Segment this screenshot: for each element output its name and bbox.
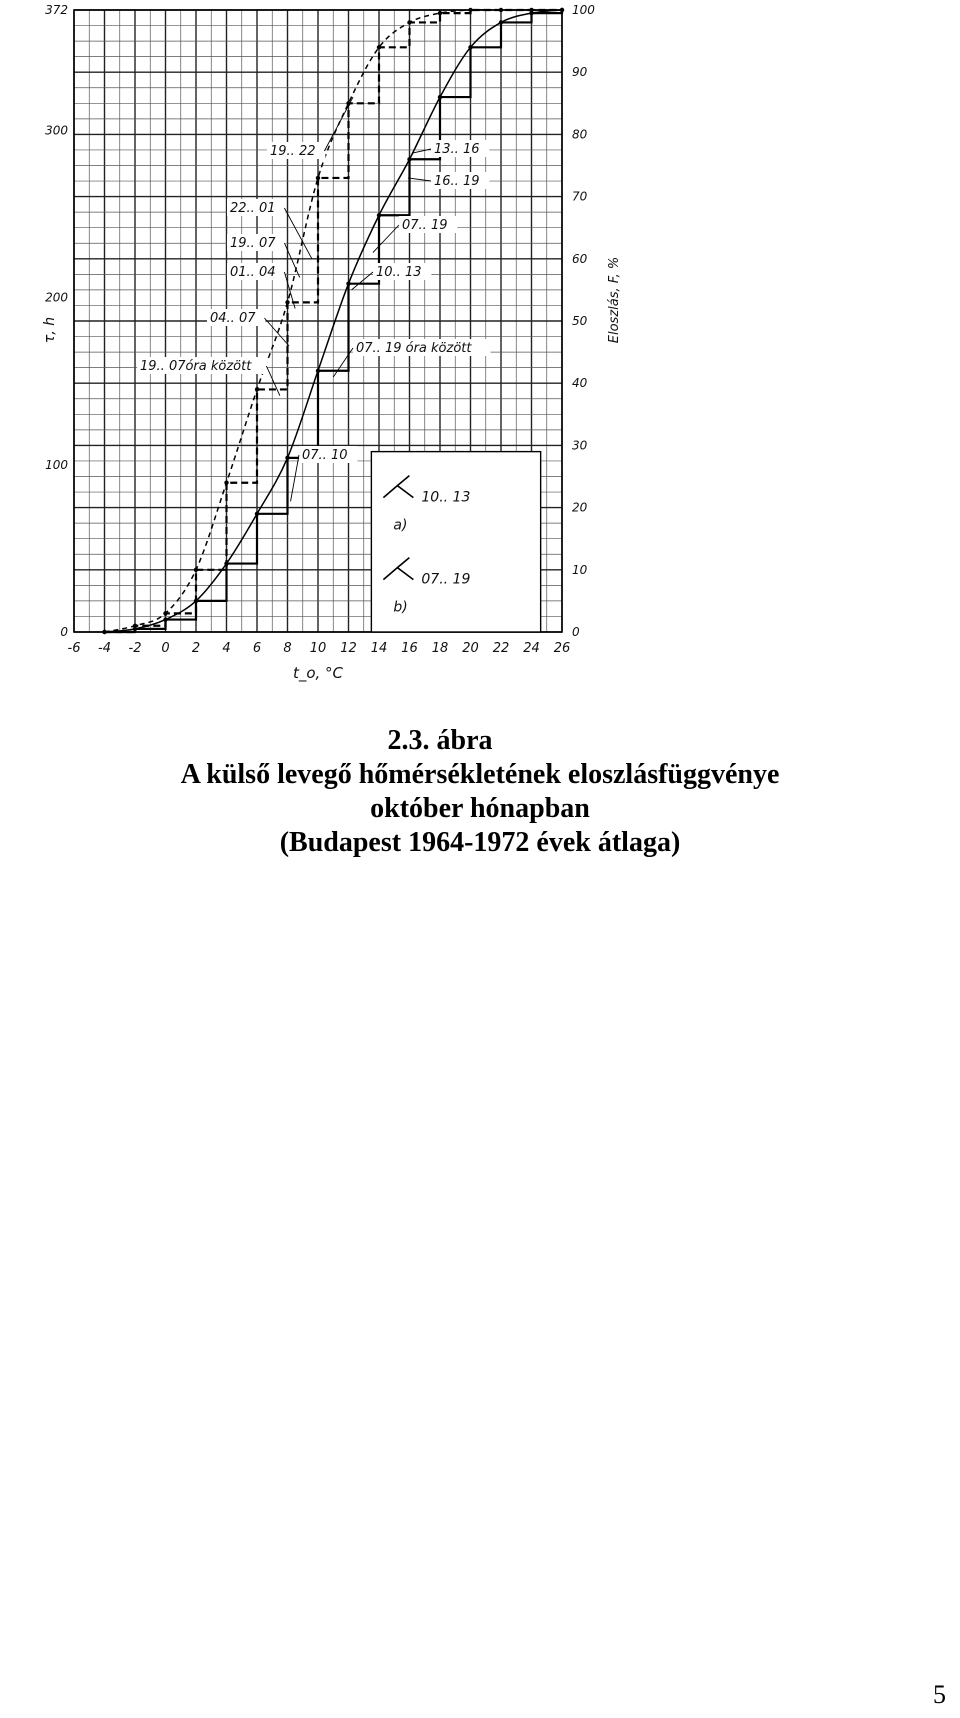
data-point <box>316 176 320 180</box>
y-left-tick-label: 100 <box>45 457 68 472</box>
annotation-leader <box>291 455 299 501</box>
x-axis-label: t_o, °C <box>292 664 344 682</box>
data-point <box>407 20 411 24</box>
y-right-tick-label: 60 <box>572 251 588 266</box>
y-right-tick-label: 30 <box>572 438 588 453</box>
y-left-tick-label: 0 <box>60 625 68 639</box>
legend-label: 10.. 13 <box>421 489 471 506</box>
annotation-label: 13.. 16 <box>434 142 480 157</box>
caption-line-1: A külső levegő hőmérsékletének eloszlásfüggvénye <box>180 759 780 790</box>
y-left-tick-label: 200 <box>45 290 68 305</box>
x-tick-label: -4 <box>98 641 111 656</box>
y-right-tick-label: 90 <box>572 65 588 80</box>
y-right-tick-label: 20 <box>572 500 588 515</box>
annotation-label: 22.. 01 <box>230 201 276 216</box>
data-point <box>438 95 442 99</box>
data-point <box>224 561 228 565</box>
data-point <box>224 481 228 485</box>
data-point <box>163 611 167 615</box>
figure-caption <box>0 724 960 860</box>
data-point <box>468 45 472 49</box>
y-right-tick-label: 100 <box>572 3 595 17</box>
data-point <box>102 630 106 634</box>
data-point <box>285 300 289 304</box>
data-point <box>377 213 381 217</box>
x-tick-label: 20 <box>462 641 479 656</box>
x-tick-label: 26 <box>553 641 571 656</box>
legend-marker-letter: b) <box>393 599 408 616</box>
data-point <box>316 369 320 373</box>
x-tick-label: 0 <box>161 641 170 656</box>
y-right-tick-label: 40 <box>572 376 588 391</box>
chart <box>40 0 640 690</box>
x-tick-label: -6 <box>67 641 81 656</box>
y-right-tick-label: 50 <box>572 314 588 328</box>
data-point <box>468 8 472 12</box>
annotation-label: 19.. 07 <box>230 236 276 251</box>
figure-number: 2.3. ábra <box>387 725 493 756</box>
annotation-label: 16.. 19 <box>434 174 480 189</box>
annotation-label: 01.. 04 <box>230 265 276 280</box>
annotation-label: 07.. 19 óra között <box>356 341 472 356</box>
distribution-figure <box>40 0 640 690</box>
x-tick-label: 24 <box>523 641 540 656</box>
page-number: 5 <box>933 1680 946 1709</box>
data-point <box>529 11 533 15</box>
y-right-tick-label: 70 <box>572 189 588 204</box>
x-tick-label: 18 <box>431 641 449 656</box>
data-point <box>255 512 259 516</box>
x-tick-label: 4 <box>222 641 231 656</box>
data-point <box>194 599 198 603</box>
annotation-label: 10.. 13 <box>376 265 422 280</box>
x-tick-label: 8 <box>283 641 292 656</box>
y-left-axis-label: τ, h <box>42 316 58 344</box>
data-point <box>438 11 442 15</box>
x-tick-label: 14 <box>370 641 388 656</box>
annotation-label: 04.. 07 <box>210 311 256 326</box>
annotation-label: 07.. 19 <box>402 218 448 233</box>
annotation-leader <box>408 178 431 181</box>
data-point <box>194 568 198 572</box>
data-point <box>499 20 503 24</box>
x-tick-label: 10 <box>309 641 327 656</box>
annotation-label: 07.. 10 <box>302 448 348 463</box>
data-point <box>255 387 259 391</box>
legend-marker-letter: a) <box>393 517 408 534</box>
caption-line-3: (Budapest 1964-1972 évek átlaga) <box>279 827 681 858</box>
annotation-label: 19.. 22 <box>270 144 316 159</box>
annotation-leader <box>266 366 279 396</box>
data-point <box>407 157 411 161</box>
y-right-axis-label: Eloszlás, F, % <box>607 256 622 344</box>
x-tick-label: -2 <box>128 641 142 656</box>
legend-label: 07.. 19 <box>421 571 471 588</box>
data-point <box>560 8 564 12</box>
y-right-tick-label: 80 <box>572 127 588 142</box>
x-tick-label: 16 <box>401 641 418 656</box>
y-left-tick-label: 300 <box>45 123 68 138</box>
x-tick-label: 2 <box>191 641 201 656</box>
caption-line-2: október hónapban <box>370 793 590 824</box>
annotation-label: 19.. 07óra között <box>140 359 252 374</box>
data-point <box>346 281 350 285</box>
annotation-leader <box>373 225 399 253</box>
y-right-tick-label: 0 <box>572 625 580 639</box>
data-point <box>285 456 289 460</box>
annotation-leader <box>264 318 289 346</box>
x-tick-label: 6 <box>252 641 262 656</box>
y-right-tick-label: 10 <box>572 562 588 577</box>
data-point <box>163 617 167 621</box>
data-point <box>133 627 137 631</box>
x-tick-label: 22 <box>492 641 510 656</box>
data-point <box>377 45 381 49</box>
data-point <box>499 8 503 12</box>
y-left-tick-label: 372 <box>45 3 68 17</box>
x-tick-label: 12 <box>340 641 357 656</box>
